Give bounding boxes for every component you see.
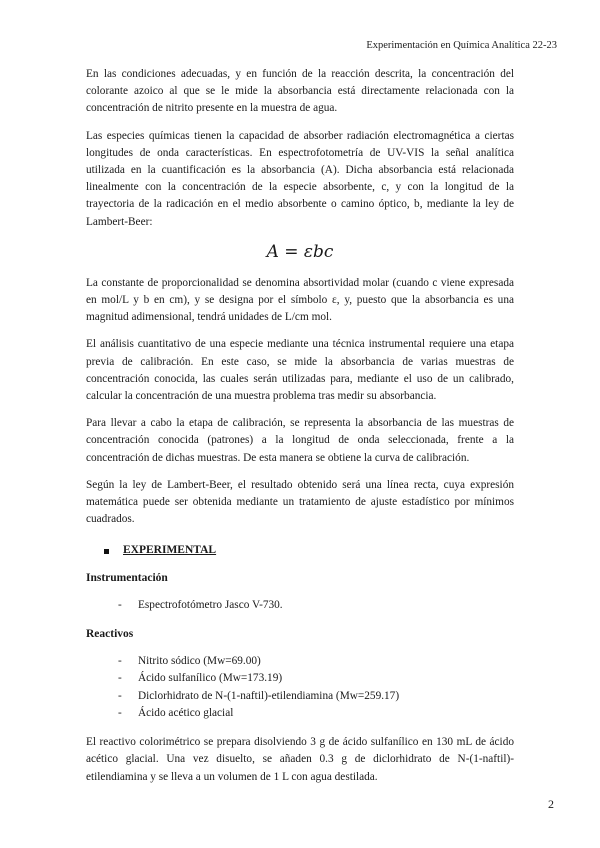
list-item: - Diclorhidrato de N-(1-naftil)-etilendiamina (Mw=259.17)	[118, 688, 514, 705]
page-body	[86, 66, 514, 796]
list-item: - Espectrofotómetro Jasco V-730.	[118, 597, 514, 614]
running-header: Experimentación en Química Analítica 22-23	[366, 40, 557, 51]
instrumentation-list	[86, 597, 514, 614]
list-item: - Ácido acético glacial	[118, 705, 514, 722]
paragraph-closing: El reactivo colorimétrico se prepara disolviendo 3 g de ácido sulfanílico en 130 mL de ácido acético glacial. Una vez disuelto, se añaden 0.3 g de diclorhidrato de N-(1-naftil)-etilendiamina y se lleva a un volumen de 1 L con agua destilada.	[86, 736, 514, 783]
list-item: - Nitrito sódico (Mw=69.00)	[118, 653, 514, 670]
paragraph-intro-1: En las condiciones adecuadas, y en función de la reacción descrita, la concentración del colorante azoico al que se le mide la absorbancia está directamente relacionada con la concentración de nitrito presente en la muestra de agua.	[86, 68, 514, 115]
paragraph-body-4: Según la ley de Lambert-Beer, el resultado obtenido será una línea recta, cuya expresión matemática puede ser obtenida mediante un tratamiento de ajuste estadístico por mínimos cuadrados.	[86, 478, 514, 526]
section-title: EXPERIMENTAL	[123, 544, 217, 557]
paragraph-body-2: El análisis cuantitativo de una especie mediante una técnica instrumental requiere una etapa previa de calibración. En este caso, se mide la absorbancia de varias muestras de concentración conocida, las cuales serán utilizadas para, mediante el uso de un calibrado, calcular la concentración de una muestra problema tras medir su absorbancia.	[86, 338, 514, 403]
paragraph-intro-2: Las especies químicas tienen la capacidad de absorber radiación electromagnética a ciertas longitudes de onda características. En espectrofotometría de UV-VIS la señal analítica utilizada en la cuantificación es la absorbancia (A). Dicha absorbancia está relacionada linealmente con la concentración de la especie absorbente, c, y con la longitud de la trayectoria de la radicación en el medio absorbente o camino óptico, b, mediante la ley de Lambert-Beer:	[86, 129, 514, 228]
section-heading	[86, 542, 514, 559]
reagents-list	[86, 653, 514, 722]
square-bullet-icon	[104, 549, 109, 554]
page-number: 2	[548, 797, 554, 811]
paragraph-body-3: Para llevar a cabo la etapa de calibración, se representa la absorbancia de las muestras de concentración conocida (patrones) a la longitud de onda seleccionada, frente a la concentración de dichas muestras. De esta manera se obtiene la curva de calibración.	[86, 417, 514, 464]
lambert-beer-formula: A = εbc	[266, 241, 334, 262]
paragraph-body-1: La constante de proporcionalidad se denomina absortividad molar (cuando c viene expresada en mol/L y b en cm), y se designa por el símbolo ε, y, puesto que la absorbancia es una magnitud adimensional, tendrá unidades de L/cm mol.	[86, 276, 514, 324]
list-item: - Ácido sulfanílico (Mw=173.19)	[118, 670, 514, 687]
reagents-heading: Reactivos	[86, 628, 134, 641]
instrumentation-heading: Instrumentación	[86, 571, 168, 584]
